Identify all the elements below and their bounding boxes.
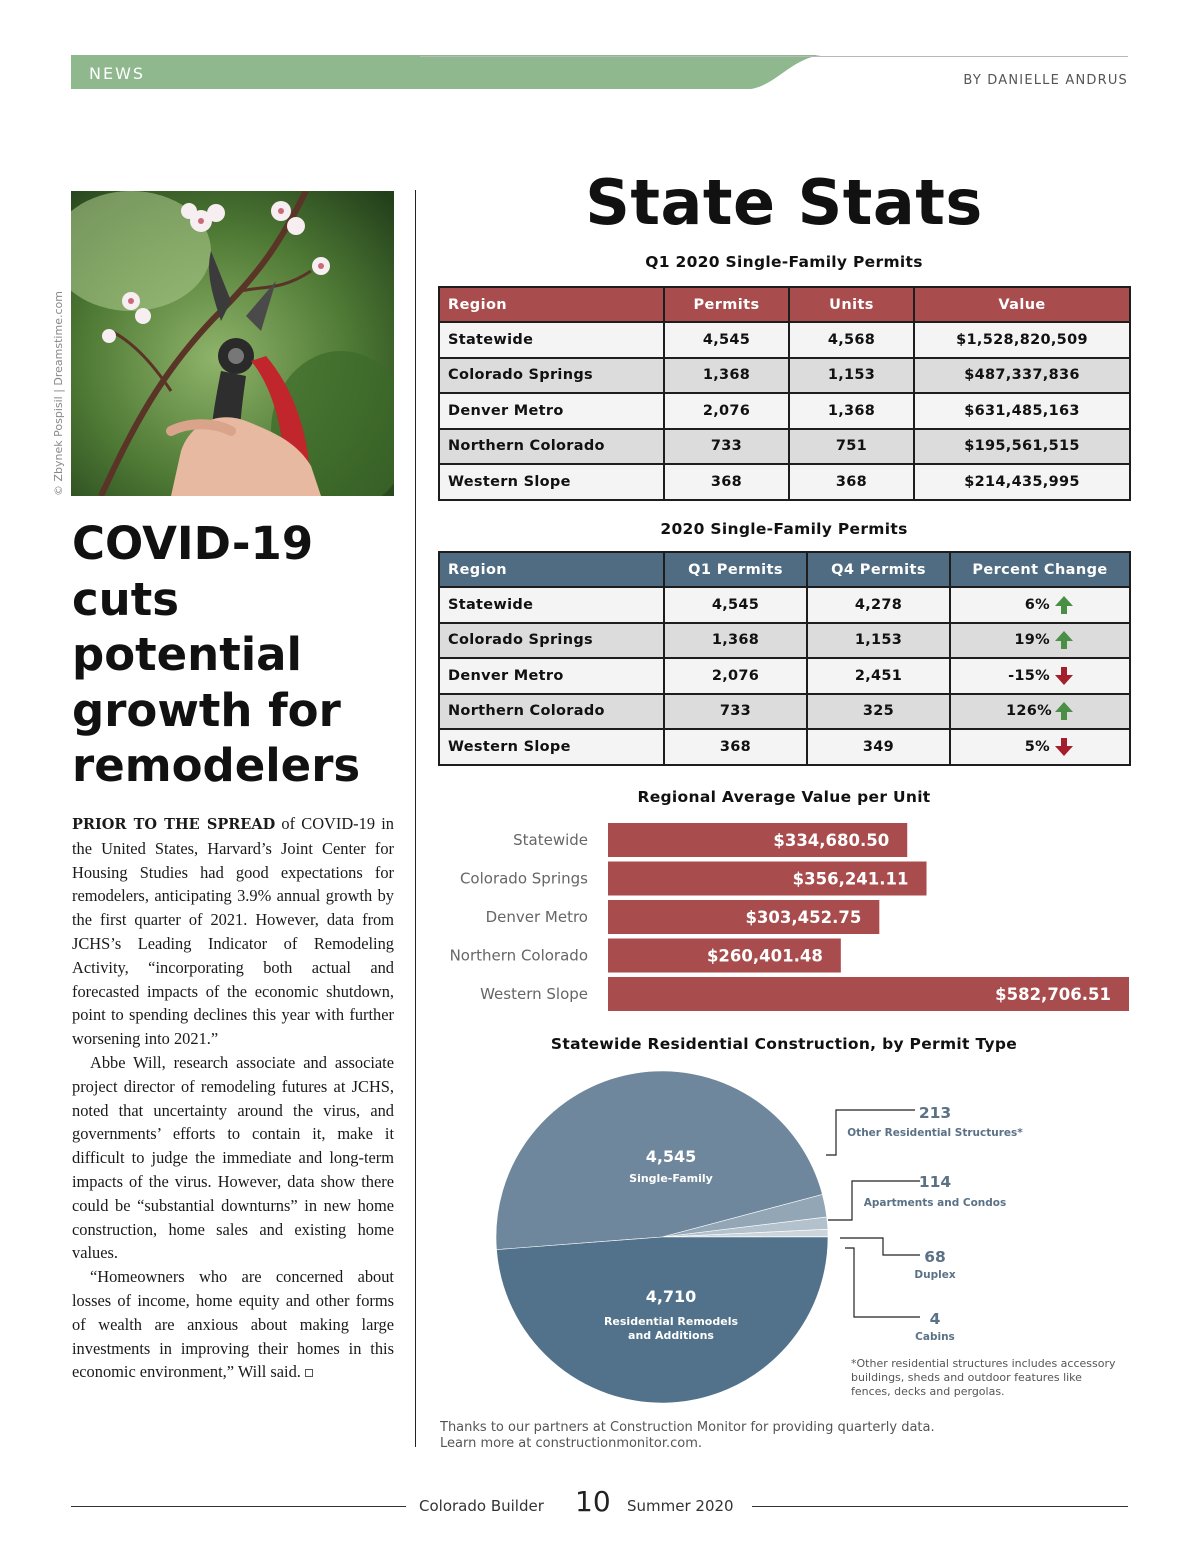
table-header-row xyxy=(439,552,1130,587)
footer-issue: Summer 2020 xyxy=(627,1497,734,1515)
units-cell: 368 xyxy=(789,464,914,500)
pie-slice-label: Apartments and Condos xyxy=(863,1197,1007,1209)
percent-change-value: 6% xyxy=(1024,596,1050,613)
percent-change-cell xyxy=(950,658,1130,694)
region-cell: Denver Metro xyxy=(439,658,664,694)
paragraph-text: of COVID-19 in the United States, Harvard’s Joint Center for Housing Studies had good expectations for remodelers, anticipating 3.9% annual growth by the first quarter of 2021. However, data from JCHS’s Leading Indicator of Remodeling Activity, “incorporating both actual and forecasted impacts of the economic shutdown, point to spending declines this year with further worsening into 2021.” xyxy=(72,814,394,1049)
credits-line: Thanks to our partners at Construction Monitor for providing quarterly data. xyxy=(440,1420,935,1435)
table-row xyxy=(439,658,1130,694)
article-paragraph xyxy=(72,1265,394,1384)
percent-change-value: 5% xyxy=(1024,738,1050,755)
percent-change-cell xyxy=(950,587,1130,623)
percent-change-value: 19% xyxy=(1014,632,1050,649)
table-header-row xyxy=(439,287,1130,322)
percent-change-cell xyxy=(950,623,1130,659)
value-cell: $195,561,515 xyxy=(914,429,1130,465)
region-cell: Colorado Springs xyxy=(439,358,664,394)
column-header: Q4 Permits xyxy=(807,552,950,587)
region-cell: Western Slope xyxy=(439,729,664,765)
stats-title: State Stats xyxy=(585,166,983,239)
bar-value-label: $582,706.51 xyxy=(995,985,1111,1004)
pie-value-label: 68 xyxy=(924,1248,946,1266)
pie-slice-label: Residential Remodels xyxy=(603,1315,739,1328)
photo-credit: © Zbynek Pospisil | Dreamstime.com xyxy=(52,291,65,496)
q4-permits-cell: 1,153 xyxy=(807,623,950,659)
footer-publication: Colorado Builder xyxy=(419,1497,544,1515)
region-cell: Western Slope xyxy=(439,464,664,500)
footer-rule xyxy=(71,1506,406,1507)
value-cell: $487,337,836 xyxy=(914,358,1130,394)
pie-value-label: 4,545 xyxy=(645,1147,697,1166)
section-band xyxy=(71,55,821,89)
percent-change-cell xyxy=(950,694,1130,730)
table-row xyxy=(439,694,1130,730)
region-cell: Denver Metro xyxy=(439,393,664,429)
bar-value-label: $334,680.50 xyxy=(773,831,890,850)
section-label: NEWS xyxy=(89,64,146,83)
region-cell: Statewide xyxy=(439,587,664,623)
table1-title: Q1 2020 Single-Family Permits xyxy=(645,253,923,271)
units-cell: 1,153 xyxy=(789,358,914,394)
permits-cell: 368 xyxy=(664,464,789,500)
table-row xyxy=(439,623,1130,659)
pie-slice-label: and Additions xyxy=(628,1329,714,1342)
q1-permits-cell: 2,076 xyxy=(664,658,807,694)
permits-cell: 733 xyxy=(664,429,789,465)
bar-category-label: Denver Metro xyxy=(485,908,588,926)
percent-change-value: -15% xyxy=(1008,667,1050,684)
section-band-shape xyxy=(71,55,821,89)
region-cell: Statewide xyxy=(439,322,664,358)
q1-permits-table xyxy=(438,286,1131,501)
data-credits xyxy=(440,1420,1040,1452)
pie-slice-label: Duplex xyxy=(914,1269,956,1281)
region-cell: Colorado Springs xyxy=(439,623,664,659)
q4-permits-cell: 349 xyxy=(807,729,950,765)
pie-footnote: *Other residential structures includes accessory buildings, sheds and outdoor features like fences, decks and pergolas. xyxy=(851,1357,1116,1398)
percent-change-cell xyxy=(950,729,1130,765)
article-body xyxy=(72,812,394,1384)
percent-change-value: 126% xyxy=(1006,703,1052,720)
article-paragraph xyxy=(72,1051,394,1265)
table-row xyxy=(439,587,1130,623)
pie-chart-title: Statewide Residential Construction, by Permit Type xyxy=(550,1035,1018,1053)
q1-permits-cell: 733 xyxy=(664,694,807,730)
bar-chart-title: Regional Average Value per Unit xyxy=(637,788,931,806)
page-number: 10 xyxy=(575,1485,611,1518)
column-header: Region xyxy=(439,287,664,322)
end-mark-icon xyxy=(305,1369,313,1377)
pie-value-label: 213 xyxy=(918,1104,952,1122)
table-row xyxy=(439,429,1130,465)
bar-category-label: Colorado Springs xyxy=(459,869,588,888)
article-paragraph xyxy=(72,812,394,1051)
column-header: Region xyxy=(439,552,664,587)
byline: BY DANIELLE ANDRUS xyxy=(963,73,1128,88)
bar-category-label: Northern Colorado xyxy=(449,946,588,965)
q1-permits-cell: 1,368 xyxy=(664,623,807,659)
q4-permits-cell: 2,451 xyxy=(807,658,950,694)
pie-slice-label: Other Residential Structures* xyxy=(847,1127,1023,1139)
pie-value-label: 4 xyxy=(929,1310,941,1328)
callout-line xyxy=(845,1248,920,1317)
paragraph-text: “Homeowners who are concerned about losses of income, home equity and other forms of wealth are anxious about making large investments in improving their homes in this economic environment,” Will said. xyxy=(72,1267,394,1382)
table-row xyxy=(439,358,1130,394)
down-arrow-icon xyxy=(1054,738,1074,756)
bar-category-label: Statewide xyxy=(513,831,588,849)
q1-permits-cell: 368 xyxy=(664,729,807,765)
q4-permits-cell: 325 xyxy=(807,694,950,730)
table-row xyxy=(439,393,1130,429)
callout-line xyxy=(840,1238,920,1255)
value-cell: $214,435,995 xyxy=(914,464,1130,500)
q1-permits-cell: 4,545 xyxy=(664,587,807,623)
value-cell: $1,528,820,509 xyxy=(914,322,1130,358)
up-arrow-icon xyxy=(1054,631,1074,649)
pie-value-label: 114 xyxy=(918,1173,952,1191)
q4-permits-cell: 4,278 xyxy=(807,587,950,623)
table2-title: 2020 Single-Family Permits xyxy=(660,520,908,538)
bar-value-label: $260,401.48 xyxy=(706,946,823,966)
permits-cell: 4,545 xyxy=(664,322,789,358)
paragraph-text: Abbe Will, research associate and associate project director of remodeling futures at JCHS, noted that uncertainty around the virus, and governments’ efforts to contain it, make it difficult to judge the immediate and long-term impacts of the virus. However, data show there could be “substantial downturns” in new home construction, home sales and existing home values. xyxy=(72,1052,394,1263)
up-arrow-icon xyxy=(1054,596,1074,614)
table-row xyxy=(439,322,1130,358)
2020-permits-table xyxy=(438,551,1131,766)
table-row xyxy=(439,729,1130,765)
article-headline: COVID-19 cuts potential growth for remodelers xyxy=(72,517,361,792)
pie-value-label: 4,710 xyxy=(645,1287,697,1306)
column-divider xyxy=(415,190,416,1447)
value-per-unit-bar-chart xyxy=(430,820,1130,1020)
permits-cell: 1,368 xyxy=(664,358,789,394)
column-header: Permits xyxy=(664,287,789,322)
down-arrow-icon xyxy=(1054,667,1074,685)
units-cell: 1,368 xyxy=(789,393,914,429)
header-rule xyxy=(420,56,1128,57)
bar-value-label: $356,241.11 xyxy=(792,869,909,889)
up-arrow-icon xyxy=(1054,702,1074,720)
lead-in: PRIOR TO THE SPREAD xyxy=(72,816,276,833)
permits-cell: 2,076 xyxy=(664,393,789,429)
table-row xyxy=(439,464,1130,500)
units-cell: 751 xyxy=(789,429,914,465)
column-header: Percent Change xyxy=(950,552,1130,587)
column-header: Units xyxy=(789,287,914,322)
units-cell: 4,568 xyxy=(789,322,914,358)
pie-slice-label: Cabins xyxy=(915,1331,955,1343)
value-cell: $631,485,163 xyxy=(914,393,1130,429)
bar-category-label: Western Slope xyxy=(480,985,588,1003)
region-cell: Northern Colorado xyxy=(439,694,664,730)
pruning-shears-photo xyxy=(71,191,394,496)
column-header: Value xyxy=(914,287,1130,322)
bar-value-label: $303,452.75 xyxy=(745,908,862,927)
column-header: Q1 Permits xyxy=(664,552,807,587)
region-cell: Northern Colorado xyxy=(439,429,664,465)
footer-rule xyxy=(752,1506,1128,1507)
pie-slice-label: Single-Family xyxy=(629,1172,713,1185)
credits-line: Learn more at constructionmonitor.com. xyxy=(440,1436,703,1451)
